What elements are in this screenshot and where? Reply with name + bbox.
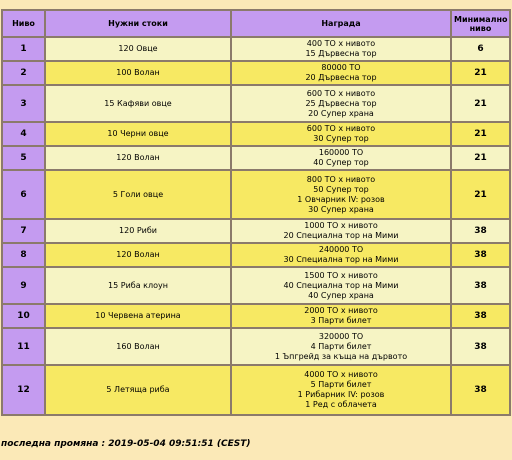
reward-line: 3 Парти билет (310, 316, 372, 325)
level-cell: 6 (2, 170, 45, 219)
table-row (2, 267, 510, 304)
table-header-row (2, 10, 510, 37)
goods-cell: 5 Летяща риба (45, 365, 231, 415)
goods-cell: 100 Волан (45, 61, 231, 85)
reward-line: 600 ТО x нивото (306, 124, 376, 133)
reward-line: 30 Супер тор (313, 134, 369, 143)
reward-line: 400 ТО x нивото (306, 39, 376, 48)
min-level-cell: 38 (451, 304, 510, 328)
reward-line: 600 ТО x нивото (306, 88, 376, 98)
table-row (2, 365, 510, 415)
reward-line: 25 Дървесна тор (305, 98, 377, 108)
reward-cell (231, 267, 451, 304)
min-level-cell: 21 (451, 122, 510, 146)
reward-line: 1 Ред с облачета (305, 400, 377, 409)
reward-cell (231, 61, 451, 85)
level-cell: 4 (2, 122, 45, 146)
table-row (2, 122, 510, 146)
reward-line: 20 Дървесна тор (305, 73, 377, 82)
reward-line: 160000 ТО (318, 148, 364, 157)
last-modified-text: последна промяна : 2019-05-04 09:51:51 (CEST) (1, 439, 251, 449)
level-cell: 3 (2, 85, 45, 122)
reward-cell (231, 85, 451, 122)
table-row (2, 37, 510, 61)
reward-line: 40 Супер храна (308, 290, 374, 300)
reward-line: 40 Специална тор на Мими (283, 280, 399, 290)
header-goods: Нужни стоки (45, 10, 231, 37)
table-row (2, 243, 510, 267)
reward-line: 1500 ТО x нивото (304, 270, 378, 280)
goods-cell: 15 Риба клоун (45, 267, 231, 304)
reward-cell (231, 170, 451, 219)
min-level-cell: 21 (451, 61, 510, 85)
reward-cell (231, 146, 451, 170)
reward-line: 1 Овчарник IV: розов (297, 194, 385, 204)
reward-line: 30 Супер храна (308, 204, 374, 214)
reward-cell (231, 219, 451, 243)
header-reward: Награда (231, 10, 451, 37)
reward-cell (231, 122, 451, 146)
reward-line: 50 Супер тор (313, 184, 369, 194)
level-cell: 11 (2, 328, 45, 365)
table-row (2, 146, 510, 170)
min-level-cell: 38 (451, 243, 510, 267)
level-cell: 8 (2, 243, 45, 267)
min-level-cell: 38 (451, 219, 510, 243)
table-row (2, 85, 510, 122)
goods-cell: 10 Черни овце (45, 122, 231, 146)
min-level-cell: 38 (451, 267, 510, 304)
goods-cell: 120 Волан (45, 243, 231, 267)
table-row (2, 219, 510, 243)
goods-cell: 120 Риби (45, 219, 231, 243)
level-cell: 12 (2, 365, 45, 415)
reward-cell (231, 328, 451, 365)
level-cell: 7 (2, 219, 45, 243)
level-cell: 9 (2, 267, 45, 304)
reward-line: 20 Супер храна (308, 108, 374, 118)
reward-line: 80000 ТО (321, 63, 361, 72)
goods-cell: 15 Кафяви овце (45, 85, 231, 122)
table-row (2, 304, 510, 328)
reward-line: 4000 ТО x нивото (304, 370, 378, 379)
reward-cell (231, 365, 451, 415)
quest-levels-table (1, 9, 511, 416)
reward-line: 240000 ТО (318, 245, 364, 254)
reward-line: 20 Специална тор на Мими (283, 231, 399, 240)
level-cell: 1 (2, 37, 45, 61)
min-level-cell: 38 (451, 328, 510, 365)
reward-line: 15 Дървесна тор (305, 49, 377, 58)
goods-cell: 120 Овце (45, 37, 231, 61)
reward-line: 2000 ТО x нивото (304, 306, 378, 315)
level-cell: 10 (2, 304, 45, 328)
goods-cell: 120 Волан (45, 146, 231, 170)
reward-cell (231, 304, 451, 328)
min-level-cell: 6 (451, 37, 510, 61)
reward-cell (231, 37, 451, 61)
reward-line: 30 Специална тор на Мими (283, 255, 399, 264)
reward-line: 320000 ТО (318, 331, 364, 341)
min-level-cell: 21 (451, 85, 510, 122)
level-cell: 5 (2, 146, 45, 170)
reward-cell (231, 243, 451, 267)
reward-line: 800 ТО x нивото (306, 174, 376, 184)
header-level: Ниво (2, 10, 45, 37)
reward-line: 5 Парти билет (310, 380, 372, 389)
table-row (2, 328, 510, 365)
reward-line: 1000 ТО x нивото (304, 221, 378, 230)
goods-cell: 160 Волан (45, 328, 231, 365)
goods-cell: 10 Червена атерина (45, 304, 231, 328)
header-min-level: Минимално ниво (451, 10, 510, 37)
reward-line: 1 Рибарник IV: розов (297, 390, 385, 399)
level-cell: 2 (2, 61, 45, 85)
table-row (2, 61, 510, 85)
goods-cell: 5 Голи овце (45, 170, 231, 219)
min-level-cell: 21 (451, 170, 510, 219)
table-row (2, 170, 510, 219)
reward-line: 4 Парти билет (310, 341, 372, 351)
reward-line: 1 Ъпгрейд за къща на дървото (274, 351, 408, 361)
min-level-cell: 38 (451, 365, 510, 415)
reward-line: 40 Супер тор (313, 158, 369, 167)
min-level-cell: 21 (451, 146, 510, 170)
